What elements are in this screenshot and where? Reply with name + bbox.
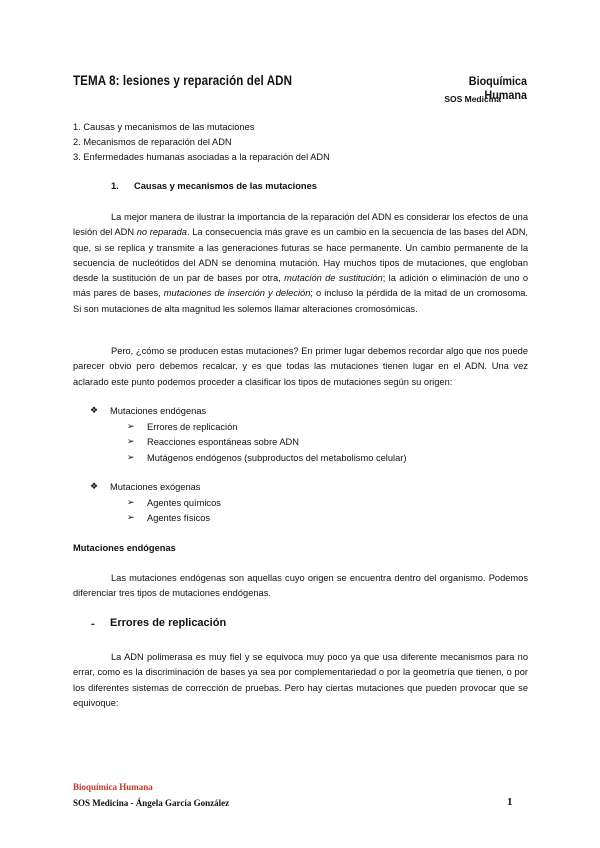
replication-text: La ADN polimerasa es muy fiel y se equivoca muy poco ya que usa diferente mecanismos para no errar, como es la discriminación de bases ya sea por complementariedad o por la geometría que tienen, o por los diferentes sistemas de corrección de pruebas. Pero hay ciertas mutaciones que pueden provocar que se equivoque: (73, 652, 528, 708)
arrow-bullet-icon: ➢ (127, 452, 135, 462)
subitem-label: Agentes físicos (147, 512, 211, 523)
paragraph-endogenous (73, 571, 528, 602)
arrow-bullet-icon: ➢ (127, 512, 135, 522)
arrow-bullet-icon: ➢ (127, 497, 135, 507)
para1-text-2: . La consecuencia más grave es un cambio en la secuencia de las bases del ADN, que, si se replica y transmite a las generaciones futuras se hace permanente. Un cambio permanente de la secuencia de nucleótidos del ADN se denomina mutación. Hay muchos tipos de mutaciones, que engloban desde la sustitución de un par de bases por otra, (73, 227, 529, 284)
paragraph-replication (73, 650, 528, 711)
diamond-bullet-icon: ❖ (90, 481, 99, 491)
list-subitem (127, 497, 221, 508)
para1-text-4: ; o incluso la pérdida de la mitad de un cromosoma. Si son mutaciones de alta magnitud les solemos llamar alteraciones cromosómicas. (73, 288, 529, 314)
replication-heading: Errores de replicación (110, 617, 227, 629)
arrow-bullet-icon: ➢ (127, 436, 135, 446)
course-name: Bioquímica Humana (468, 74, 527, 102)
section-number: 1. (111, 181, 119, 191)
toc-item-1: 1. Causas y mecanismos de las mutaciones (73, 122, 255, 132)
toc-item-2: 2. Mecanismos de reparación del ADN (73, 137, 232, 147)
para1-emphasis-2: mutación de sustitución (284, 273, 383, 284)
list-item-exogenous (90, 481, 200, 492)
paragraph-mutations-intro (73, 210, 528, 317)
subitem-label: Mutágenos endógenos (subproductos del metabolismo celular) (147, 452, 407, 463)
toc-item-3: 3. Enfermedades humanas asociadas a la reparación del ADN (73, 152, 330, 162)
endogenous-heading: Mutaciones endógenas (73, 543, 176, 553)
para2-text: Pero, ¿cómo se producen estas mutaciones? En primer lugar debemos recordar algo que nos puede parecer obvio pero debemos recalcar, y es que todas las mutaciones tienen lugar en el ADN. Una vez aclarado este punto podemos proceder a clasificar los tipos de mutaciones según su origen: (73, 346, 528, 387)
footer-course: Bioquímica Humana (73, 782, 153, 792)
footer-author: SOS Medicina - Ángela García González (73, 798, 230, 808)
list-subitem (127, 436, 299, 447)
dash-bullet: - (91, 618, 95, 630)
endogenous-text: Las mutaciones endógenas son aquellas cuyo origen se encuentra dentro del organismo. Podemos diferenciar tres tipos de mutaciones endógenas. (73, 573, 528, 599)
list-item-endogenous (90, 405, 206, 416)
list-subitem (127, 452, 406, 463)
exogenous-label: Mutaciones exógenas (110, 481, 201, 492)
paragraph-mutation-origin (73, 344, 528, 390)
para1-text-3: ; la adición o eliminación de uno o más pares de bases, (73, 273, 529, 299)
arrow-bullet-icon: ➢ (127, 421, 135, 431)
para1-emphasis-3: mutaciones de inserción y deleción (163, 288, 311, 299)
subitem-label: Reacciones espontáneas sobre ADN (147, 436, 299, 447)
diamond-bullet-icon: ❖ (90, 405, 99, 415)
para1-text-1: La mejor manera de ilustrar la importancia de la reparación del ADN es considerar los efectos de una lesión del ADN (73, 212, 528, 238)
subitem-label: Agentes químicos (147, 497, 221, 508)
section-heading: Causas y mecanismos de las mutaciones (134, 181, 317, 191)
para1-emphasis-1: no reparada (136, 227, 187, 238)
course-subtitle: SOS Medicina (444, 94, 501, 104)
list-subitem (127, 421, 237, 432)
list-subitem (127, 512, 210, 523)
subitem-label: Errores de replicación (147, 421, 238, 432)
page-title: TEMA 8: lesiones y reparación del ADN (73, 73, 293, 88)
page-number: 1 (507, 796, 513, 808)
endogenous-label: Mutaciones endógenas (110, 405, 207, 416)
